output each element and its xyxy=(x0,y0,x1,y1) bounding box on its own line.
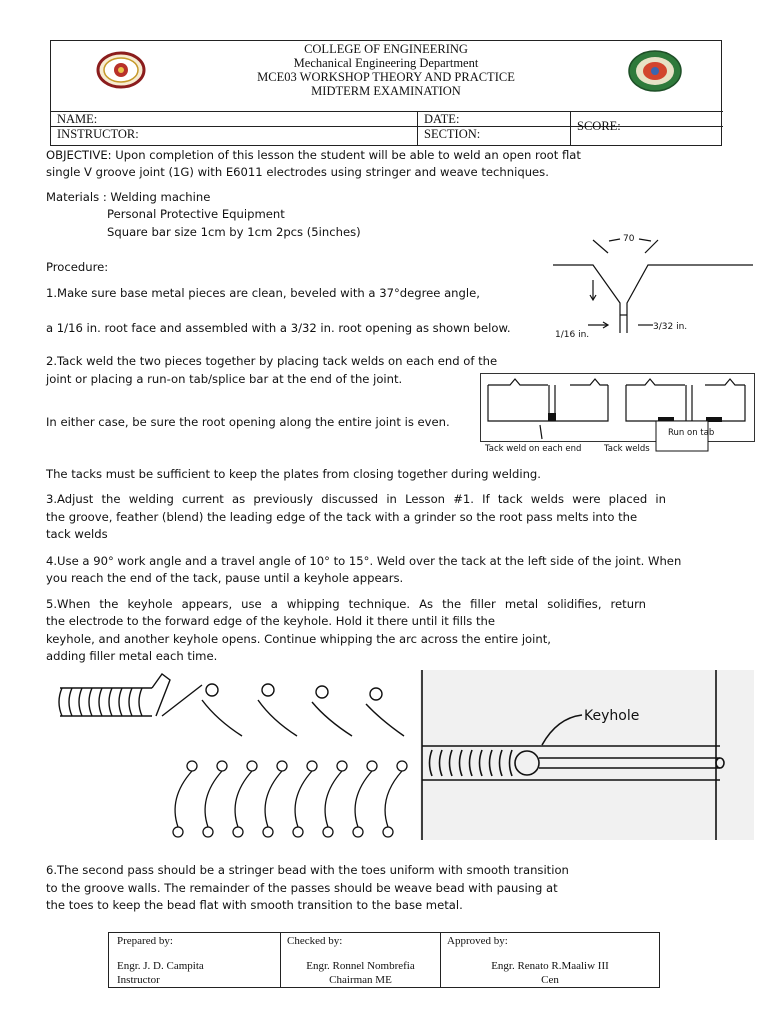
prepared-by-title: Instructor xyxy=(117,974,160,986)
approved-by-label: Approved by: xyxy=(447,935,508,947)
step-1-line-1: 1.Make sure base metal pieces are clean, beveled with a 37°degree angle, xyxy=(46,286,480,300)
step-3-line-2: the groove, feather (blend) the leading edge of the tack with a grinder so the root pass melts into the xyxy=(46,510,638,524)
checked-by-title: Chairman ME xyxy=(329,974,392,986)
prepared-by-label: Prepared by: xyxy=(117,935,173,947)
tack-each-end-label: Tack weld on each end xyxy=(485,444,582,454)
exam-header xyxy=(50,40,722,146)
checked-by-label: Checked by: xyxy=(287,935,343,947)
exam-title: MIDTERM EXAMINATION xyxy=(311,84,461,98)
procedure-label: Procedure: xyxy=(46,260,109,274)
header-title-block xyxy=(51,42,721,98)
step-6-line-1: 6.The second pass should be a stringer bead with the toes uniform with smooth transition xyxy=(46,863,569,877)
tack-welds-label: Tack welds xyxy=(604,444,650,454)
approved-by-name: Engr. Renato R.Maaliw III xyxy=(491,960,609,972)
score-field[interactable]: SCORE: xyxy=(577,119,621,133)
materials-item-bar: Square bar size 1cm by 1cm 2pcs (5inches) xyxy=(107,225,361,239)
checked-by-cell xyxy=(281,933,441,987)
prepared-by-name: Engr. J. D. Campita xyxy=(117,960,204,972)
objective-line-1: OBJECTIVE: Upon completion of this lesson the student will be able to weld an open root flat xyxy=(46,148,581,162)
step-5-line-3: keyhole, and another keyhole opens. Continue whipping the arc across the entire joint, xyxy=(46,632,551,646)
root-face-label: 1/16 in. xyxy=(555,330,590,340)
root-opening-label: 3/32 in. xyxy=(653,322,688,332)
materials-item-ppe: Personal Protective Equipment xyxy=(107,207,285,221)
instructor-field[interactable]: INSTRUCTOR: xyxy=(51,127,418,146)
v-groove-joint-figure xyxy=(553,225,758,345)
materials-label: Materials : Welding machine xyxy=(46,190,211,204)
step-2-line-2: joint or placing a run-on tab/splice bar at the end of the joint. xyxy=(46,372,403,386)
step-2-line-3: In either case, be sure the root opening along the entire joint is even. xyxy=(46,415,450,429)
step-5-line-4: adding filler metal each time. xyxy=(46,649,218,663)
step-1-line-2: a 1/16 in. root face and assembled with a 3/32 in. root opening as shown below. xyxy=(46,321,511,335)
approved-by-cell xyxy=(441,933,659,987)
step-2-line-1: 2.Tack weld the two pieces together by placing tack welds on each end of the xyxy=(46,354,498,368)
university-seal-logo-right xyxy=(627,49,683,93)
weave-pattern-illustration xyxy=(173,761,407,837)
info-row-2 xyxy=(51,126,723,146)
step-5-line-1: 5.When the keyhole appears, use a whipping technique. As the filler metal solidifies, return xyxy=(46,597,646,611)
name-field[interactable]: NAME: xyxy=(51,112,418,126)
course-title: MCE03 WORKSHOP THEORY AND PRACTICE xyxy=(257,70,515,84)
college-seal-logo-left xyxy=(96,51,146,89)
step-6-line-3: the toes to keep the bead flat with smooth transition to the base metal. xyxy=(46,898,463,912)
bead-coil-illustration xyxy=(59,674,404,736)
checked-by-name: Engr. Ronnel Nombrefia xyxy=(306,960,415,972)
section-field[interactable]: SECTION: xyxy=(418,127,571,146)
step-2-line-4: The tacks must be sufficient to keep the plates from closing together during welding. xyxy=(46,467,541,481)
step-4-line-2: you reach the end of the tack, pause until a keyhole appears. xyxy=(46,571,404,585)
department-name: Mechanical Engineering Department xyxy=(293,56,479,70)
step-6-line-2: to the groove walls. The remainder of the passes should be weave bead with pausing at xyxy=(46,881,558,895)
step-4-line-1: 4.Use a 90° work angle and a travel angle of 10° to 15°. Weld over the tack at the left side of the joint. When xyxy=(46,554,682,568)
run-on-tab-label: Run on tab xyxy=(668,428,715,438)
step-3-line-1: 3.Adjust the welding current as previously discussed in Lesson #1. If tack welds were placed in xyxy=(46,492,666,506)
keyhole-label: Keyhole xyxy=(584,708,640,724)
college-name: COLLEGE OF ENGINEERING xyxy=(304,42,468,56)
groove-angle-label: 70 xyxy=(623,234,635,244)
tack-weld-figure xyxy=(480,373,756,465)
objective-line-2: single V groove joint (1G) with E6011 electrodes using stringer and weave techniques. xyxy=(46,165,549,179)
date-field[interactable]: DATE: xyxy=(418,112,571,126)
approved-by-title: Cen xyxy=(541,974,559,986)
signature-table xyxy=(108,932,660,988)
step-3-line-3: tack welds xyxy=(46,527,108,541)
whipping-technique-figure xyxy=(52,670,754,840)
step-5-line-2: the electrode to the forward edge of the keyhole. Hold it there until it fills the xyxy=(46,614,495,628)
info-row-1 xyxy=(51,111,723,126)
prepared-by-cell xyxy=(109,933,281,987)
